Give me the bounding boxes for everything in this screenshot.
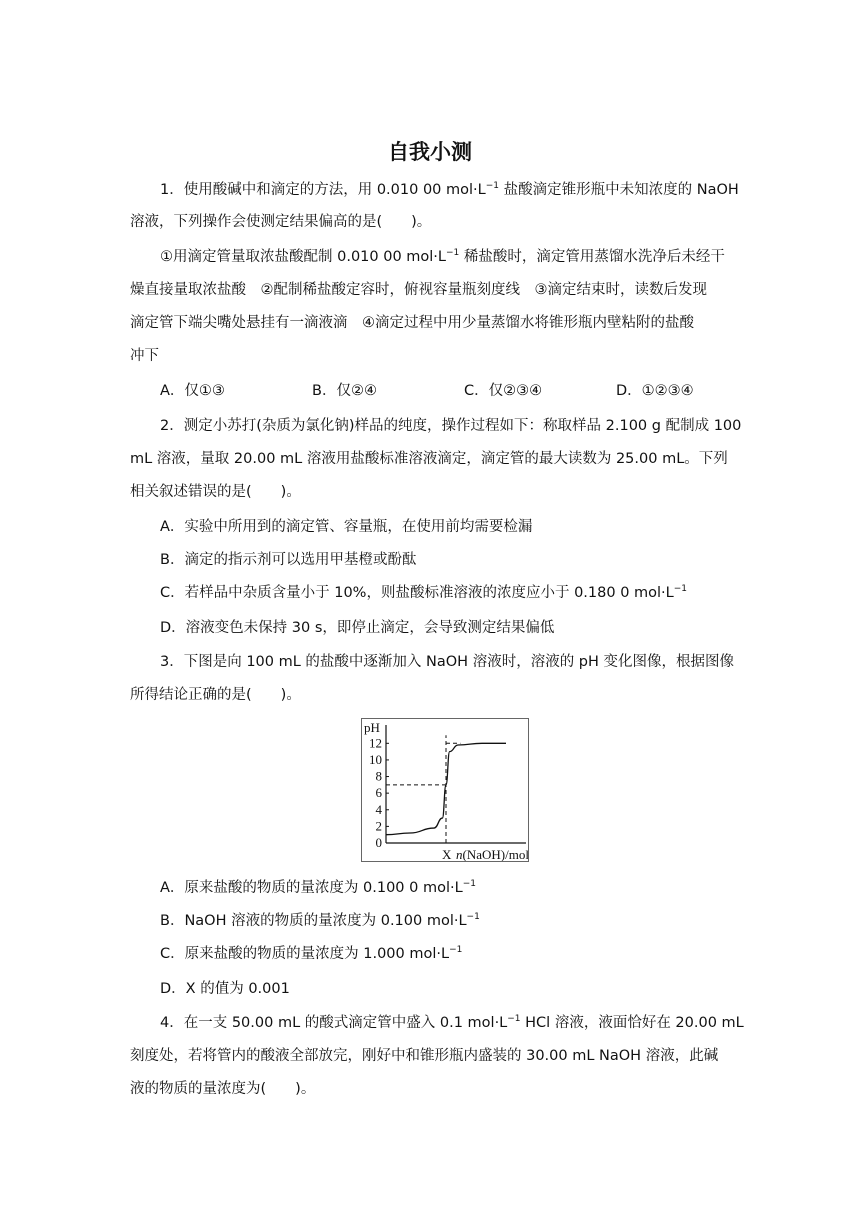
q3-option-d[interactable]: D．X 的值为 0.001 <box>160 981 290 997</box>
y-axis-label: pH <box>364 720 380 735</box>
y-tick-label: 10 <box>369 751 382 767</box>
q1-stem-tail: 盐酸滴定锥形瓶中未知浓度的 NaOH <box>499 182 739 198</box>
q4-stem-line-2: 刻度处，若将管内的酸液全部放完，刚好中和锥形瓶内盛装的 30.00 mL NaOH 溶液，此碱 <box>130 1048 719 1064</box>
q3-option-c-sup: −1 <box>449 945 463 955</box>
q2-option-d[interactable]: D．溶液变色未保持 30 s，即停止滴定，会导致测定结果偏低 <box>160 620 555 636</box>
q3-option-a-sup: −1 <box>462 879 476 889</box>
q2-stem-line-1: 2．测定小苏打(杂质为氯化钠)样品的纯度，操作过程如下：称取样品 2.100 g 配制成 100 <box>160 418 742 434</box>
q2-stem-line-2: mL 溶液，量取 20.00 mL 溶液用盐酸标准溶液滴定，滴定管的最大读数为 25.00 mL。下列 <box>130 451 728 467</box>
q3-option-c[interactable] <box>160 944 462 964</box>
q2-option-a[interactable]: A．实验中所用到的滴定管、容量瓶，在使用前均需要检漏 <box>160 519 533 535</box>
q2-option-c-text: C．若样品中杂质含量小于 10%，则盐酸标准溶液的浓度应小于 0.180 0 mol·L <box>160 585 674 601</box>
q3-option-c-text: C．原来盐酸的物质的量浓度为 1.000 mol·L <box>160 946 450 962</box>
q1-stem-text: 1．使用酸碱中和滴定的方法，用 0.010 00 mol·L <box>160 182 486 198</box>
y-tick-label: 12 <box>369 735 382 751</box>
q3-option-b-text: B．NaOH 溶液的物质的量浓度为 0.100 mol·L <box>160 913 467 929</box>
q1-option-c[interactable]: C．仅②③④ <box>464 383 543 399</box>
q2-option-c[interactable] <box>160 583 687 603</box>
q1-condition-line-2: 燥直接量取浓盐酸 ②配制稀盐酸定容时，俯视容量瓶刻度线 ③滴定结束时，读数后发现 <box>130 282 707 298</box>
ph-chart-svg <box>362 719 528 861</box>
y-tick-label: 0 <box>375 835 382 850</box>
q4-stem-tail: HCl 溶液，液面恰好在 20.00 mL <box>520 1015 744 1031</box>
q3-stem-line-2: 所得结论正确的是( )。 <box>130 687 301 703</box>
q3-stem-line-1: 3．下图是向 100 mL 的盐酸中逐渐加入 NaOH 溶液时，溶液的 pH 变化图像，根据图像 <box>160 654 735 670</box>
x-axis-label <box>456 847 528 861</box>
q1-condition-line-1 <box>160 247 725 267</box>
q1-option-d[interactable]: D．①②③④ <box>616 383 694 399</box>
q2-option-b[interactable]: B．滴定的指示剂可以选用甲基橙或酚酞 <box>160 552 417 568</box>
q1-option-a[interactable]: A．仅①③ <box>160 383 225 399</box>
y-tick-label: 6 <box>375 785 382 801</box>
q1-cond-text: ①用滴定管量取浓盐酸配制 0.010 00 mol·L <box>160 249 446 265</box>
q3-option-b[interactable] <box>160 911 480 931</box>
y-tick-label: 8 <box>375 768 382 784</box>
q4-stem-text: 4．在一支 50.00 mL 的酸式滴定管中盛入 0.1 mol·L <box>160 1015 508 1031</box>
q1-stem-line-2: 溶液，下列操作会使测定结果偏高的是( )。 <box>130 214 432 230</box>
ph-titration-chart <box>361 718 529 862</box>
x-axis-label-rest: (NaOH)/mol <box>462 847 528 861</box>
q1-condition-line-4: 冲下 <box>130 348 159 364</box>
q1-stem-line-1 <box>160 180 739 200</box>
q3-option-a-text: A．原来盐酸的物质的量浓度为 0.100 0 mol·L <box>160 880 463 896</box>
q4-stem-sup: −1 <box>507 1014 521 1024</box>
y-tick-label: 2 <box>375 818 382 834</box>
page-title: 自我小测 <box>388 140 472 164</box>
x-marker-label: X <box>442 847 452 861</box>
q1-option-b[interactable]: B．仅②④ <box>312 383 377 399</box>
q4-stem-line-3: 液的物质的量浓度为( )。 <box>130 1081 316 1097</box>
q1-condition-line-3: 滴定管下端尖嘴处悬挂有一滴液滴 ④滴定过程中用少量蒸馏水将锥形瓶内壁粘附的盐酸 <box>130 315 694 331</box>
q1-cond-sup: −1 <box>446 248 460 258</box>
q2-option-c-sup: −1 <box>673 584 688 594</box>
q3-option-b-sup: −1 <box>466 912 480 922</box>
q3-option-a[interactable] <box>160 878 476 898</box>
x-axis-label-italic: n <box>456 847 463 861</box>
q1-cond-tail: 稀盐酸时，滴定管用蒸馏水洗净后未经干 <box>459 249 725 265</box>
q1-stem-sup: −1 <box>485 181 500 191</box>
q2-stem-line-3: 相关叙述错误的是( )。 <box>130 484 301 500</box>
y-tick-label: 4 <box>375 801 382 817</box>
q4-stem-line-1 <box>160 1013 744 1033</box>
